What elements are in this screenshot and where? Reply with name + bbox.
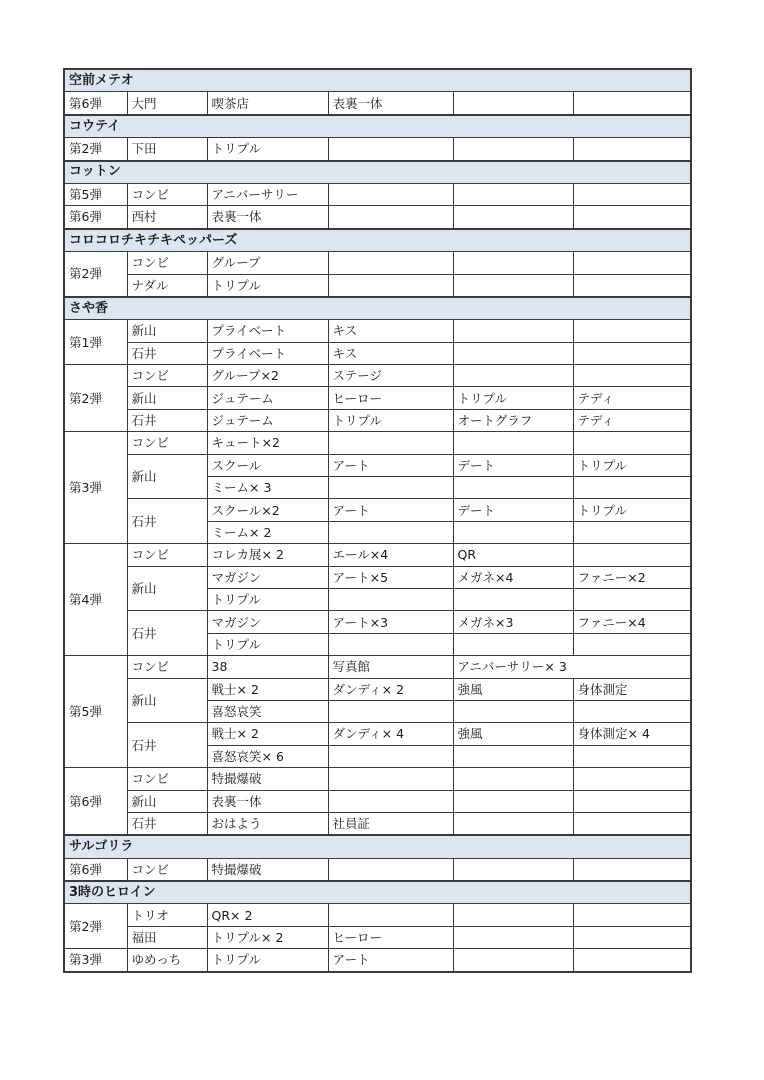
- wave-cell: 第3弾: [64, 432, 127, 544]
- item-cell: 身体測定: [573, 678, 691, 700]
- table-row: [64, 656, 691, 678]
- item-cell: 喫茶店: [207, 92, 328, 115]
- item-cell: [328, 521, 453, 543]
- item-cell: [328, 745, 453, 767]
- item-cell: [453, 477, 573, 499]
- section-header-row: [64, 229, 691, 252]
- item-cell: [453, 206, 573, 229]
- section-header-row: [64, 835, 691, 858]
- item-cell: メガネ×3: [453, 611, 573, 633]
- item-cell: [328, 432, 453, 454]
- item-cell: エール×4: [328, 544, 453, 566]
- item-cell: [573, 206, 691, 229]
- table-row: [64, 678, 691, 700]
- item-cell: ステージ: [328, 365, 453, 387]
- wave-cell: 第6弾: [64, 858, 127, 881]
- item-cell: [573, 92, 691, 115]
- item-cell: [573, 252, 691, 274]
- section-header: コウテイ: [64, 115, 691, 138]
- item-cell: トリプル: [207, 274, 328, 297]
- item-cell: ジュテーム: [207, 387, 328, 409]
- item-cell: [573, 320, 691, 342]
- item-cell: トリプル: [573, 499, 691, 521]
- item-cell: スクール: [207, 454, 328, 476]
- item-cell: [328, 790, 453, 812]
- table-row: [64, 768, 691, 790]
- member-cell: 下田: [127, 138, 207, 161]
- table-row: [64, 342, 691, 364]
- item-cell: [453, 745, 573, 767]
- item-cell: トリプル: [207, 949, 328, 972]
- item-cell: [328, 183, 453, 205]
- member-cell: 新山: [127, 387, 207, 409]
- wave-cell: 第5弾: [64, 183, 127, 205]
- item-cell: [573, 138, 691, 161]
- table-row: [64, 320, 691, 342]
- item-cell: ダンディ× 2: [328, 678, 453, 700]
- item-cell: [573, 633, 691, 655]
- member-cell: 石井: [127, 812, 207, 835]
- table-row: [64, 544, 691, 566]
- item-cell: トリプル: [207, 588, 328, 610]
- item-cell: ダンディ× 4: [328, 723, 453, 745]
- item-cell: [328, 904, 453, 926]
- table-row: [64, 611, 691, 633]
- item-cell: [328, 633, 453, 655]
- item-cell: コレカ展× 2: [207, 544, 328, 566]
- item-cell: トリプル× 2: [207, 926, 328, 948]
- item-cell: プライベート: [207, 320, 328, 342]
- item-cell: [453, 812, 573, 835]
- item-cell: [573, 544, 691, 566]
- member-cell: 福田: [127, 926, 207, 948]
- item-cell: [573, 588, 691, 610]
- member-cell: トリオ: [127, 904, 207, 926]
- wave-cell: 第6弾: [64, 92, 127, 115]
- wave-cell: 第3弾: [64, 949, 127, 972]
- wave-cell: 第1弾: [64, 320, 127, 365]
- item-cell: [453, 858, 573, 881]
- item-cell: キュート×2: [207, 432, 328, 454]
- item-cell: デート: [453, 499, 573, 521]
- item-cell: ジュテーム: [207, 409, 328, 431]
- member-cell: 新山: [127, 678, 207, 723]
- item-cell: トリプル: [328, 409, 453, 431]
- item-cell: トリプル: [207, 138, 328, 161]
- item-cell: 社員証: [328, 812, 453, 835]
- item-cell: [573, 745, 691, 767]
- member-cell: ゆめっち: [127, 949, 207, 972]
- item-cell: [573, 365, 691, 387]
- wave-cell: 第5弾: [64, 656, 127, 768]
- member-cell: 石井: [127, 723, 207, 768]
- item-cell: アート: [328, 454, 453, 476]
- item-cell: ミーム× 3: [207, 477, 328, 499]
- item-cell: [573, 521, 691, 543]
- item-cell: QR× 2: [207, 904, 328, 926]
- item-cell: 38: [207, 656, 328, 678]
- item-cell: 表裏一体: [207, 206, 328, 229]
- item-cell: おはよう: [207, 812, 328, 835]
- item-cell: [328, 858, 453, 881]
- item-cell: トリプル: [453, 387, 573, 409]
- item-cell: [328, 274, 453, 297]
- member-cell: 西村: [127, 206, 207, 229]
- member-cell: コンビ: [127, 365, 207, 387]
- item-cell: [328, 138, 453, 161]
- item-cell: [453, 183, 573, 205]
- item-cell: アニバーサリー× 3: [453, 656, 691, 678]
- item-cell: 特撮爆破: [207, 858, 328, 881]
- item-cell: [453, 700, 573, 722]
- section-header-row: [64, 69, 691, 92]
- member-cell: コンビ: [127, 768, 207, 790]
- table-row: [64, 387, 691, 409]
- member-cell: ナダル: [127, 274, 207, 297]
- item-cell: [453, 252, 573, 274]
- item-cell: [573, 342, 691, 364]
- table-row: [64, 812, 691, 835]
- table-body: [64, 69, 691, 972]
- item-cell: [328, 700, 453, 722]
- item-cell: アート: [328, 949, 453, 972]
- item-cell: [573, 274, 691, 297]
- item-cell: ファニー×2: [573, 566, 691, 588]
- wave-cell: 第2弾: [64, 252, 127, 297]
- section-header: 3時のヒロイン: [64, 881, 691, 904]
- item-cell: グループ×2: [207, 365, 328, 387]
- item-cell: [453, 432, 573, 454]
- member-cell: コンビ: [127, 858, 207, 881]
- item-cell: ヒーロー: [328, 387, 453, 409]
- item-cell: テディ: [573, 387, 691, 409]
- item-cell: [573, 432, 691, 454]
- section-header: さや香: [64, 297, 691, 320]
- member-cell: 新山: [127, 790, 207, 812]
- item-cell: [453, 320, 573, 342]
- item-cell: 喜怒哀笑: [207, 700, 328, 722]
- section-header-row: [64, 115, 691, 138]
- item-cell: 強風: [453, 723, 573, 745]
- wave-cell: 第4弾: [64, 544, 127, 656]
- item-cell: [573, 949, 691, 972]
- item-cell: 戦士× 2: [207, 678, 328, 700]
- item-cell: [573, 812, 691, 835]
- table-row: [64, 92, 691, 115]
- item-cell: [453, 521, 573, 543]
- item-cell: ヒーロー: [328, 926, 453, 948]
- item-cell: [453, 790, 573, 812]
- table-row: [64, 365, 691, 387]
- table-row: [64, 252, 691, 274]
- wave-cell: 第2弾: [64, 365, 127, 432]
- member-cell: コンビ: [127, 252, 207, 274]
- item-cell: トリプル: [207, 633, 328, 655]
- item-cell: 強風: [453, 678, 573, 700]
- item-cell: デート: [453, 454, 573, 476]
- item-cell: [453, 904, 573, 926]
- item-cell: アート×5: [328, 566, 453, 588]
- member-cell: 石井: [127, 342, 207, 364]
- item-cell: オートグラフ: [453, 409, 573, 431]
- item-cell: [453, 949, 573, 972]
- item-cell: アート×3: [328, 611, 453, 633]
- wave-cell: 第6弾: [64, 768, 127, 836]
- item-cell: [453, 365, 573, 387]
- table-row: [64, 566, 691, 588]
- item-cell: 身体測定× 4: [573, 723, 691, 745]
- item-cell: [453, 588, 573, 610]
- item-cell: [453, 92, 573, 115]
- item-cell: プライベート: [207, 342, 328, 364]
- item-cell: [573, 768, 691, 790]
- item-cell: [573, 477, 691, 499]
- item-cell: [573, 858, 691, 881]
- item-cell: [453, 342, 573, 364]
- item-cell: [453, 274, 573, 297]
- wave-cell: 第2弾: [64, 904, 127, 949]
- item-cell: [328, 588, 453, 610]
- item-cell: [573, 904, 691, 926]
- item-cell: ファニー×4: [573, 611, 691, 633]
- table-row: [64, 206, 691, 229]
- item-cell: 特撮爆破: [207, 768, 328, 790]
- item-cell: アート: [328, 499, 453, 521]
- item-cell: 写真館: [328, 656, 453, 678]
- section-header-row: [64, 297, 691, 320]
- table-row: [64, 138, 691, 161]
- table-row: [64, 409, 691, 431]
- table-row: [64, 454, 691, 476]
- wave-cell: 第6弾: [64, 206, 127, 229]
- member-cell: 新山: [127, 454, 207, 499]
- member-cell: 石井: [127, 499, 207, 544]
- section-header: コロコロチキチキペッパーズ: [64, 229, 691, 252]
- table-row: [64, 183, 691, 205]
- item-cell: ミーム× 2: [207, 521, 328, 543]
- item-cell: アニバーサリー: [207, 183, 328, 205]
- item-cell: キス: [328, 320, 453, 342]
- item-cell: 喜怒哀笑× 6: [207, 745, 328, 767]
- member-cell: 石井: [127, 611, 207, 656]
- item-cell: [328, 206, 453, 229]
- item-cell: テディ: [573, 409, 691, 431]
- member-cell: コンビ: [127, 432, 207, 454]
- item-cell: [573, 926, 691, 948]
- item-cell: QR: [453, 544, 573, 566]
- wave-cell: 第2弾: [64, 138, 127, 161]
- member-cell: 石井: [127, 409, 207, 431]
- item-cell: [573, 183, 691, 205]
- item-cell: [453, 138, 573, 161]
- section-header-row: [64, 161, 691, 184]
- member-cell: 新山: [127, 566, 207, 611]
- table-row: [64, 790, 691, 812]
- item-cell: 表裏一体: [207, 790, 328, 812]
- item-cell: スクール×2: [207, 499, 328, 521]
- item-cell: [328, 768, 453, 790]
- table-row: [64, 274, 691, 297]
- item-cell: [328, 477, 453, 499]
- table-row: [64, 432, 691, 454]
- section-header: 空前メテオ: [64, 69, 691, 92]
- table-row: [64, 499, 691, 521]
- table-row: [64, 949, 691, 972]
- member-cell: コンビ: [127, 183, 207, 205]
- table-row: [64, 926, 691, 948]
- item-cell: マガジン: [207, 611, 328, 633]
- item-cell: [573, 700, 691, 722]
- item-cell: トリプル: [573, 454, 691, 476]
- item-cell: 戦士× 2: [207, 723, 328, 745]
- item-cell: キス: [328, 342, 453, 364]
- item-cell: 表裏一体: [328, 92, 453, 115]
- item-cell: マガジン: [207, 566, 328, 588]
- section-header: サルゴリラ: [64, 835, 691, 858]
- member-cell: コンビ: [127, 656, 207, 678]
- section-header-row: [64, 881, 691, 904]
- combi-card-table: [63, 68, 692, 973]
- item-cell: グループ: [207, 252, 328, 274]
- table-row: [64, 723, 691, 745]
- item-cell: [453, 926, 573, 948]
- table-row: [64, 858, 691, 881]
- item-cell: [453, 633, 573, 655]
- member-cell: 大門: [127, 92, 207, 115]
- section-header: コットン: [64, 161, 691, 184]
- member-cell: 新山: [127, 320, 207, 342]
- item-cell: [453, 768, 573, 790]
- table-row: [64, 904, 691, 926]
- item-cell: [573, 790, 691, 812]
- item-cell: [328, 252, 453, 274]
- item-cell: メガネ×4: [453, 566, 573, 588]
- member-cell: コンビ: [127, 544, 207, 566]
